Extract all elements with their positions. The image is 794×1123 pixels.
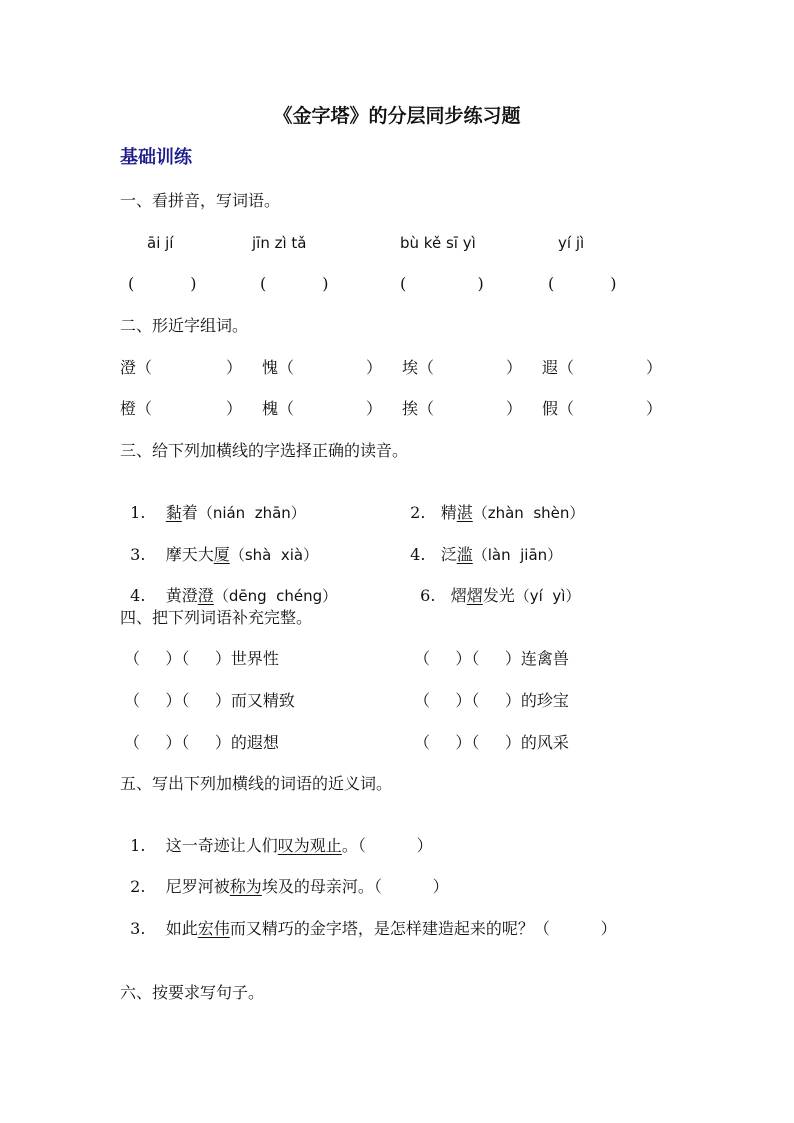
close-paren: ） bbox=[506, 358, 523, 377]
close-paren: ） bbox=[226, 358, 243, 377]
char-6: 槐（ bbox=[262, 399, 295, 418]
synonym-item-1: 1. 这一奇迹让人们叹为观止。（ ） bbox=[130, 836, 433, 855]
pinyin-3: bù kě sī yì bbox=[400, 234, 476, 252]
reading-item-3: 3. 摩天大厦（shà xià） bbox=[130, 545, 319, 564]
section-3-heading: 三、给下列加横线的字选择正确的读音。 bbox=[120, 441, 409, 460]
reading-item-6: 6. 熠熠发光（yí yì） bbox=[420, 586, 581, 605]
close-paren: ） bbox=[366, 399, 383, 418]
close-paren: ） bbox=[646, 358, 663, 377]
answer-blank-1[interactable]: ( ) bbox=[128, 274, 197, 293]
answer-blank-4[interactable]: ( ) bbox=[548, 274, 617, 293]
close-paren: ） bbox=[366, 358, 383, 377]
close-paren: ） bbox=[506, 399, 523, 418]
section-subhead: 基础训练 bbox=[120, 147, 192, 168]
reading-item-4: 4. 泛滥（làn jiān） bbox=[410, 545, 563, 564]
char-1: 澄（ bbox=[120, 358, 153, 377]
section-4-heading: 四、把下列词语补充完整。 bbox=[120, 608, 313, 627]
answer-blank-2[interactable]: ( ) bbox=[260, 274, 329, 293]
pinyin-2: jīn zì tǎ bbox=[252, 234, 307, 252]
char-5: 橙（ bbox=[120, 399, 153, 418]
section-6-heading: 六、按要求写句子。 bbox=[120, 983, 265, 1002]
fill-phrase-1[interactable]: （ ）（ ）世界性 bbox=[124, 649, 279, 668]
pinyin-4: yí jì bbox=[558, 234, 585, 252]
fill-phrase-4[interactable]: （ ）（ ）的珍宝 bbox=[414, 691, 569, 710]
synonym-item-2: 2. 尼罗河被称为埃及的母亲河。（ ） bbox=[130, 877, 449, 896]
char-2: 愧（ bbox=[262, 358, 295, 377]
section-2-heading: 二、形近字组词。 bbox=[120, 316, 249, 335]
reading-item-1: 1. 黏着（nián zhān） bbox=[130, 503, 306, 522]
synonym-item-3: 3. 如此宏伟而又精巧的金字塔，是怎样建造起来的呢？（ ） bbox=[130, 919, 617, 938]
answer-blank-3[interactable]: ( ) bbox=[400, 274, 484, 293]
section-1-heading: 一、看拼音，写词语。 bbox=[120, 191, 281, 210]
fill-phrase-3[interactable]: （ ）（ ）而又精致 bbox=[124, 691, 295, 710]
fill-phrase-5[interactable]: （ ）（ ）的遐想 bbox=[124, 733, 279, 752]
char-3: 埃（ bbox=[402, 358, 435, 377]
fill-phrase-2[interactable]: （ ）（ ）连禽兽 bbox=[414, 649, 569, 668]
close-paren: ） bbox=[226, 399, 243, 418]
close-paren: ） bbox=[646, 399, 663, 418]
char-4: 遐（ bbox=[542, 358, 575, 377]
page-title: 《金字塔》的分层同步练习题 bbox=[273, 105, 521, 127]
section-5-heading: 五、写出下列加横线的词语的近义词。 bbox=[120, 774, 393, 793]
reading-item-2: 2. 精湛（zhàn shèn） bbox=[410, 503, 585, 522]
pinyin-1: āi jí bbox=[147, 234, 174, 252]
fill-phrase-6[interactable]: （ ）（ ）的风采 bbox=[414, 733, 569, 752]
reading-item-5: 4. 黄澄澄（dēng chéng） bbox=[130, 586, 338, 605]
char-8: 假（ bbox=[542, 399, 575, 418]
char-7: 挨（ bbox=[402, 399, 435, 418]
